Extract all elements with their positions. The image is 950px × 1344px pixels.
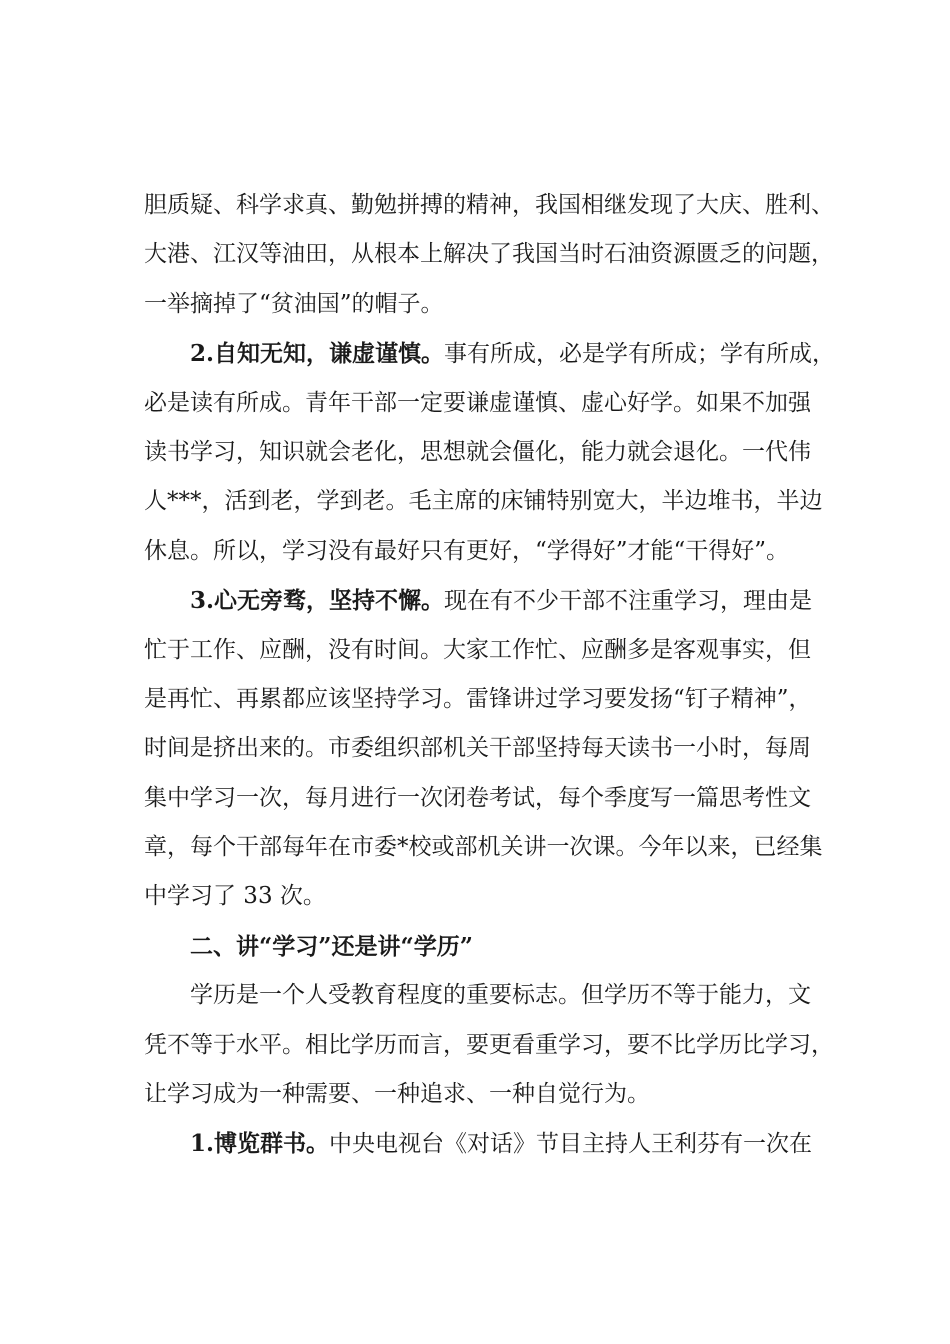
text-line: [144, 379, 810, 428]
text-line: [144, 230, 834, 279]
body-text: 读书学习，知识就会老化，思想就会僵化，能力就会退化。一代伟: [144, 438, 811, 465]
text-line: [144, 626, 810, 675]
text-line: [144, 280, 810, 329]
body-text: 忙于工作、应酬，没有时间。大家工作忙、应酬多是客观事实，但: [144, 636, 811, 663]
text-line: [144, 329, 836, 378]
bold-heading-text: 1.博览群书。: [190, 1130, 330, 1158]
body-text: 一举摘掉了“贫油国”的帽子。: [144, 290, 444, 317]
text-line: [144, 971, 810, 1020]
body-text: 章，每个干部每年在市委*校或部机关讲一次课。今年以来，已经集: [144, 834, 823, 861]
text-line: [144, 675, 810, 724]
body-text: 时间是挤出来的。市委组织部机关干部坚持每天读书一小时，每周: [144, 735, 811, 762]
body-text: 人***，活到老，学到老。毛主席的床铺特别宽大，半边堆书，半边: [144, 488, 823, 515]
body-text: 胆质疑、科学求真、勤勉拼搏的精神，我国相继发现了大庆、胜利、: [144, 192, 834, 218]
text-line: [144, 428, 810, 477]
text-line: [144, 527, 810, 576]
bold-heading-text: 2.自知无知，谦虚谨慎。: [190, 340, 445, 368]
body-text: 现在有不少干部不注重学习，理由是: [444, 588, 813, 615]
bold-heading-text: 3.心无旁骛，坚持不懈。: [190, 587, 445, 615]
text-line: [144, 872, 810, 921]
bold-heading-text: 二、讲“学习”还是讲“学历”: [190, 932, 473, 960]
body-text: 凭不等于水平。相比学历而言，要更看重学习，要不比学历比学习，: [144, 1031, 834, 1058]
body-text: 必是读有所成。青年干部一定要谦虚谨慎、虚心好学。如果不加强: [144, 389, 811, 416]
text-line: [144, 576, 813, 625]
body-text: 学历是一个人受教育程度的重要标志。但学历不等于能力，文: [190, 982, 811, 1009]
text-line: [144, 922, 810, 971]
text-line: [144, 477, 823, 526]
text-line: [144, 1070, 810, 1119]
body-text: 集中学习一次，每月进行一次闭卷考试，每个季度写一篇思考性文: [144, 784, 811, 811]
document-body: [144, 181, 836, 1169]
body-text: 事有所成，必是学有所成；学有所成，: [444, 341, 836, 368]
body-text: 让学习成为一种需要、一种追求、一种自觉行为。: [144, 1081, 650, 1108]
text-line: [144, 1021, 834, 1070]
body-text: 中学习了 33 次。: [144, 883, 326, 910]
text-line: [144, 724, 810, 773]
body-text: 休息。所以，学习没有最好只有更好，“学得好”才能“干得好”。: [144, 537, 790, 564]
text-line: [144, 823, 823, 872]
text-line: [144, 1119, 813, 1168]
text-line: [144, 774, 810, 823]
body-text: 大港、江汉等油田，从根本上解决了我国当时石油资源匮乏的问题，: [144, 241, 834, 268]
text-line: [144, 181, 834, 230]
body-text: 中央电视台《对话》节目主持人王利芬有一次在: [329, 1131, 813, 1158]
body-text: 是再忙、再累都应该坚持学习。雷锋讲过学习要发扬“钉子精神”，: [144, 685, 812, 712]
